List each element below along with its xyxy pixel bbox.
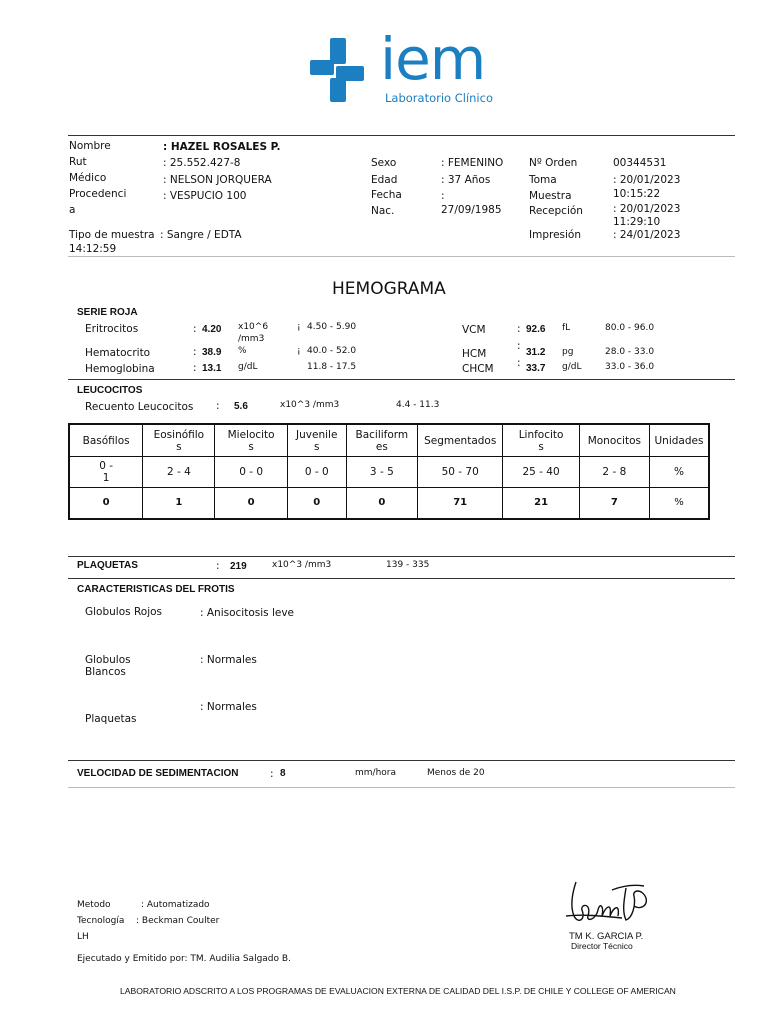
recuento-leucocitos-colon: :: [216, 400, 220, 412]
ejecutado-label: Ejecutado y Emitido por: TM. Audilia Salgado B.: [77, 954, 291, 964]
header-baciliformes: Baciliform es: [346, 425, 417, 457]
fecha-nac-colon: :: [441, 190, 445, 202]
value-basofilos: 0: [70, 488, 143, 519]
header-linfocitos: Linfocito s: [503, 425, 579, 457]
metodo-label: Metodo: [77, 900, 111, 910]
chcm-ref: 33.0 - 36.0: [605, 362, 655, 372]
medical-cross-icon: [310, 38, 372, 102]
nombre-value: : HAZEL ROSALES P.: [163, 141, 281, 153]
edad-label: Edad: [371, 174, 398, 186]
orden-label: Nº Orden: [529, 157, 578, 169]
tecnologia-label: Tecnología: [77, 916, 125, 926]
tecnologia-value: : Beckman Coulter: [136, 916, 220, 926]
serie-roja-rule: [68, 379, 735, 380]
signer-title: Director Técnico: [571, 941, 633, 951]
vcm-colon: :: [517, 323, 521, 335]
value-eosinofilos: 1: [143, 488, 215, 519]
table-value-row: [70, 488, 709, 519]
frotis-rojos-value: : Anisocitosis leve: [200, 607, 295, 619]
vhs-ref: Menos de 20: [427, 768, 485, 778]
header-unidades: Unidades: [649, 425, 708, 457]
vhs-bottom-rule: [68, 787, 735, 788]
frotis-blancos-label-wrap: Blancos: [85, 666, 126, 678]
hematocrito-colon: :: [193, 346, 197, 358]
recepcion-value: : 20/01/2023: [613, 203, 681, 215]
plaquetas-top-rule: [68, 556, 735, 557]
vcm-unit: fL: [562, 323, 571, 333]
header-monocitos: Monocitos: [579, 425, 649, 457]
signer-name: TM K. GARCIA P.: [569, 931, 644, 942]
lh-label: LH: [77, 932, 89, 942]
eritrocitos-label: Eritrocitos: [85, 323, 139, 335]
metodo-value: : Automatizado: [141, 900, 210, 910]
fecha-nac-label-wrap: Nac.: [371, 205, 395, 217]
plaquetas-value: 219: [230, 561, 247, 572]
leucocitos-heading: LEUCOCITOS: [77, 385, 143, 396]
hcm-ref: 28.0 - 33.0: [605, 347, 655, 357]
value-mielocitos: 0: [215, 488, 287, 519]
hematocrito-unit: %: [238, 346, 247, 356]
vcm-ref: 80.0 - 96.0: [605, 323, 655, 333]
recuento-leucocitos-ref: 4.4 - 11.3: [396, 400, 440, 410]
recuento-leucocitos-label: Recuento Leucocitos: [85, 401, 194, 413]
chcm-unit: g/dL: [562, 362, 582, 372]
tipo-muestra-label: Tipo de muestra: [69, 229, 155, 241]
value-monocitos: 7: [579, 488, 649, 519]
sexo-label: Sexo: [371, 157, 397, 169]
vhs-top-rule: [68, 760, 735, 761]
eritrocitos-colon: :: [193, 323, 197, 335]
orden-value: 00344531: [613, 157, 667, 169]
frotis-blancos-value: : Normales: [200, 654, 257, 666]
table-header-row: [70, 425, 709, 457]
vhs-colon: :: [270, 768, 274, 780]
rut-value: : 25.552.427-8: [163, 157, 241, 169]
header-basofilos: Basófilos: [70, 425, 143, 457]
hemoglobina-value: 13.1: [202, 363, 222, 374]
frotis-heading: CARACTERISTICAS DEL FROTIS: [77, 584, 235, 595]
chcm-value: 33.7: [526, 363, 546, 374]
disclaimer: LABORATORIO ADSCRITO A LOS PROGRAMAS DE EVALUACION EXTERNA DE CALIDAD DEL I.S.P. DE CHILE Y COLLEGE OF AMERICAN: [120, 986, 676, 996]
page-title: HEMOGRAMA: [332, 279, 446, 299]
chcm-label: CHCM: [462, 363, 494, 375]
impresion-value: : 24/01/2023: [613, 229, 681, 241]
hematocrito-flag: ¡: [297, 346, 301, 356]
frotis-blancos-label: Globulos: [85, 654, 131, 666]
ref-basofilos: 0 - 1: [70, 457, 143, 488]
recuento-leucocitos-unit: x10^3 /mm3: [280, 400, 340, 410]
hcm-value: 31.2: [526, 347, 546, 358]
rut-label: Rut: [69, 156, 87, 168]
frotis-rojos-label: Globulos Rojos: [85, 606, 163, 618]
vhs-value: 8: [280, 768, 286, 779]
recuento-leucocitos-value: 5.6: [234, 401, 248, 412]
value-linfocitos: 21: [503, 488, 579, 519]
ref-juveniles: 0 - 0: [287, 457, 346, 488]
plaquetas-colon: :: [216, 560, 220, 572]
hcm-label: HCM: [462, 348, 487, 360]
eritrocitos-ref: 4.50 - 5.90: [307, 322, 357, 332]
header-juveniles: Juvenile s: [287, 425, 346, 457]
plaquetas-label: PLAQUETAS: [77, 560, 138, 571]
ref-unidades: %: [649, 457, 708, 488]
hematocrito-ref: 40.0 - 52.0: [307, 346, 357, 356]
tipo-muestra-value: : Sangre / EDTA: [160, 229, 242, 241]
procedencia-value: : VESPUCIO 100: [163, 190, 247, 202]
ref-monocitos: 2 - 8: [579, 457, 649, 488]
header-top-rule: [68, 135, 735, 136]
hemoglobina-colon: :: [193, 362, 197, 374]
chcm-colon: :: [517, 357, 521, 369]
serie-roja-heading: SERIE ROJA: [77, 307, 138, 318]
header-segmentados: Segmentados: [417, 425, 502, 457]
hematocrito-value: 38.9: [202, 347, 222, 358]
ref-segmentados: 50 - 70: [417, 457, 502, 488]
vcm-value: 92.6: [526, 324, 546, 335]
hemoglobina-label: Hemoglobina: [85, 363, 155, 375]
sexo-value: : FEMENINO: [441, 157, 504, 169]
medico-value: : NELSON JORQUERA: [163, 174, 272, 186]
plaquetas-unit: x10^3 /mm3: [272, 560, 332, 570]
header-mielocitos: Mielocito s: [215, 425, 287, 457]
medico-label: Médico: [69, 172, 107, 184]
procedencia-label: Procedenci: [69, 188, 127, 200]
header-eosinofilos: Eosinófilo s: [143, 425, 215, 457]
brand-subtitle: Laboratorio Clínico: [385, 91, 493, 105]
frotis-plaquetas-value: : Normales: [200, 701, 257, 713]
fecha-nac-value: 27/09/1985: [441, 204, 502, 216]
hemoglobina-unit: g/dL: [238, 362, 258, 372]
edad-value: : 37 Años: [441, 174, 491, 186]
recepcion-label: Recepción: [529, 205, 583, 217]
eritrocitos-unit-wrap: /mm3: [238, 334, 265, 344]
frotis-plaquetas-label: Plaquetas: [85, 713, 137, 725]
vhs-unit: mm/hora: [355, 768, 396, 778]
value-segmentados: 71: [417, 488, 502, 519]
brand-name: iem: [380, 25, 486, 93]
value-juveniles: 0: [287, 488, 346, 519]
plaquetas-bottom-rule: [68, 578, 735, 579]
eritrocitos-flag: ¡: [297, 322, 301, 332]
leucocitos-table: [69, 424, 709, 519]
table-ref-row: [70, 457, 709, 488]
vcm-label: VCM: [462, 324, 486, 336]
muestra-time: 10:15:22: [613, 188, 661, 200]
ref-mielocitos: 0 - 0: [215, 457, 287, 488]
toma-label: Toma: [529, 174, 557, 186]
hemoglobina-ref: 11.8 - 17.5: [307, 362, 357, 372]
value-baciliformes: 0: [346, 488, 417, 519]
ref-linfocitos: 25 - 40: [503, 457, 579, 488]
fecha-nac-label: Fecha: [371, 189, 402, 201]
header-bottom-rule: [68, 256, 735, 257]
plaquetas-ref: 139 - 335: [386, 560, 430, 570]
nombre-label: Nombre: [69, 140, 111, 152]
ref-eosinofilos: 2 - 4: [143, 457, 215, 488]
recepcion-time: 11:29:10: [613, 216, 661, 228]
impresion-label: Impresión: [529, 229, 582, 241]
toma-value: : 20/01/2023: [613, 174, 681, 186]
ref-baciliformes: 3 - 5: [346, 457, 417, 488]
tipo-muestra-time: 14:12:59: [69, 243, 117, 255]
value-unidades: %: [649, 488, 708, 519]
hcm-unit: pg: [562, 347, 574, 357]
hematocrito-label: Hematocrito: [85, 347, 151, 359]
eritrocitos-unit: x10^6: [238, 322, 269, 332]
muestra-label: Muestra: [529, 190, 572, 202]
hcm-colon: :: [517, 340, 521, 352]
procedencia-label-wrap: a: [69, 204, 76, 216]
signature-icon: [562, 876, 652, 932]
eritrocitos-value: 4.20: [202, 324, 222, 335]
vhs-label: VELOCIDAD DE SEDIMENTACION: [77, 768, 239, 779]
